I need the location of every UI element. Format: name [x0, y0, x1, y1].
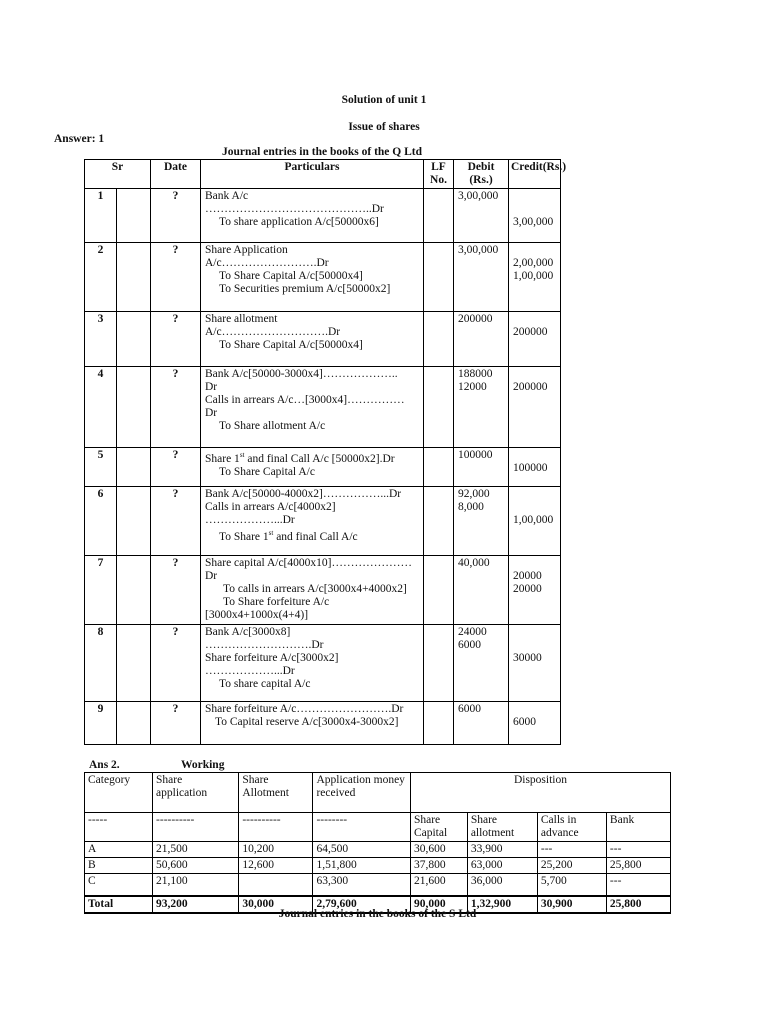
particular-line: To Securities premium A/c[50000x2] [219, 283, 391, 296]
cell: 36,000 [467, 874, 537, 896]
total-cell: 1,32,900 [467, 896, 537, 913]
row-credit [509, 625, 561, 702]
subheader-cell: -------- [313, 813, 410, 842]
row-lf [424, 312, 454, 367]
row-lf [424, 447, 454, 487]
cell: 21,500 [153, 842, 239, 858]
credit-value: 6000 [513, 716, 536, 729]
particular-line: Share Application [205, 244, 288, 257]
total-cell: 93,200 [153, 896, 239, 913]
row-particulars [201, 243, 424, 312]
row-blank [117, 366, 151, 447]
credit-value: 3,00,000 [513, 216, 554, 229]
particular-line [205, 449, 419, 466]
row-blank [117, 556, 151, 625]
row-sr: 8 [85, 625, 117, 702]
row-lf [424, 625, 454, 702]
total-cell: 25,800 [606, 896, 670, 913]
journal-row [85, 243, 561, 312]
cell: 37,800 [410, 858, 467, 874]
cell: 33,900 [467, 842, 537, 858]
subheader-cell: ---------- [239, 813, 313, 842]
particular-line: Bank A/c [205, 190, 249, 203]
debit-value: 24000 [458, 626, 487, 639]
row-blank [117, 487, 151, 556]
debit-value: 100000 [458, 448, 493, 461]
row-date: ? [151, 312, 201, 367]
row-particulars [201, 702, 424, 745]
particular-line: To Share forfeiture A/c [223, 596, 330, 609]
cell: 25,800 [606, 858, 670, 874]
working-row [85, 858, 671, 874]
header-application-money: Application money received [313, 773, 410, 813]
credit-value: 1,00,000 [513, 270, 554, 283]
particular-line: To Share Capital A/c [219, 465, 315, 478]
cell: --- [606, 842, 670, 858]
particular-line: To share capital A/c [219, 678, 311, 691]
header-disposition: Disposition [410, 773, 670, 813]
row-credit [509, 243, 561, 312]
header-share-application: Share application [153, 773, 239, 813]
particular-line: [3000x4+1000x(4+4)] [205, 609, 309, 622]
debit-value: 3,00,000 [458, 244, 499, 257]
debit-value: 6000 [458, 639, 481, 652]
row-lf [424, 487, 454, 556]
particular-line: ……………………….Dr [205, 639, 324, 652]
particular-text: To Share 1 [219, 531, 269, 544]
row-blank [117, 625, 151, 702]
row-debit [454, 189, 509, 243]
cell: C [85, 874, 153, 896]
particular-line: Dr [205, 406, 218, 419]
total-cell: Total [85, 896, 153, 913]
particular-line: To Capital reserve A/c[3000x4-3000x2] [215, 716, 399, 729]
cell: 30,600 [410, 842, 467, 858]
particular-sup: st [239, 450, 245, 459]
row-date: ? [151, 702, 201, 745]
row-debit [454, 447, 509, 487]
particular-sup: st [268, 529, 274, 538]
particular-line: Share forfeiture A/c[3000x2] [205, 652, 339, 665]
row-date: ? [151, 487, 201, 556]
row-blank [117, 312, 151, 367]
cell: --- [537, 842, 606, 858]
header-lf: LF No. [424, 160, 454, 189]
working-title: Working [181, 759, 225, 771]
debit-value: 3,00,000 [458, 190, 499, 203]
row-credit [509, 189, 561, 243]
particular-line: Bank A/c[50000-4000x2]……………...Dr [205, 488, 402, 501]
journal-row [85, 447, 561, 487]
cell: 63,000 [467, 858, 537, 874]
row-blank [117, 702, 151, 745]
working-table [84, 772, 671, 914]
row-lf [424, 189, 454, 243]
debit-value: 40,000 [458, 557, 490, 570]
particular-line: To share application A/c[50000x6] [219, 216, 379, 229]
particular-text: and final Call A/c [50000x2].Dr [244, 452, 395, 465]
row-lf [424, 702, 454, 745]
header-sr: Sr [85, 160, 151, 189]
particular-line: Bank A/c[3000x8] [205, 626, 291, 639]
s-ltd-journal-title: Journal entries in the books of the S Ltd [278, 908, 477, 920]
row-debit [454, 556, 509, 625]
row-date: ? [151, 243, 201, 312]
journal-row [85, 487, 561, 556]
row-date: ? [151, 625, 201, 702]
particular-line: A/c……………………….Dr [205, 326, 341, 339]
subheader-cell: Calls in advance [537, 813, 606, 842]
row-sr: 4 [85, 366, 117, 447]
row-debit [454, 487, 509, 556]
row-blank [117, 243, 151, 312]
row-particulars [201, 447, 424, 487]
cell: B [85, 858, 153, 874]
cell: 10,200 [239, 842, 313, 858]
cell: 25,200 [537, 858, 606, 874]
row-credit [509, 312, 561, 367]
total-cell: 30,000 [239, 896, 313, 913]
row-credit [509, 366, 561, 447]
cell: 1,51,800 [313, 858, 410, 874]
particular-line: ………………...Dr [205, 665, 295, 678]
particular-line: ……………………………………..Dr [205, 203, 384, 216]
debit-value: 6000 [458, 703, 481, 716]
journal-row [85, 366, 561, 447]
cell: 21,600 [410, 874, 467, 896]
row-debit [454, 366, 509, 447]
particular-line: To Share allotment A/c [219, 419, 326, 432]
subheader-cell: Share Capital [410, 813, 467, 842]
particular-line: Calls in arrears A/c[4000x2] [205, 501, 336, 514]
row-particulars [201, 487, 424, 556]
working-row [85, 842, 671, 858]
cell: 64,500 [313, 842, 410, 858]
cell: 50,600 [153, 858, 239, 874]
particular-line [205, 527, 419, 544]
row-date: ? [151, 556, 201, 625]
header-debit: Debit (Rs.) [454, 160, 509, 189]
header-share-allotment: Share Allotment [239, 773, 313, 813]
credit-value: 20000 [513, 583, 542, 596]
particular-line: Share capital A/c[4000x10]………………… [205, 557, 412, 570]
row-sr: 9 [85, 702, 117, 745]
page-title: Solution of unit 1 [341, 94, 427, 106]
particular-line: Dr [205, 570, 218, 583]
particular-line: Bank A/c[50000-3000x4]……………….. [205, 367, 398, 380]
row-lf [424, 243, 454, 312]
row-debit [454, 312, 509, 367]
row-credit [509, 447, 561, 487]
particular-line: To Share Capital A/c[50000x4] [219, 339, 363, 352]
row-credit [509, 702, 561, 745]
header-date: Date [151, 160, 201, 189]
particular-text: and final Call A/c [273, 531, 358, 544]
working-row [85, 874, 671, 896]
particular-text: Share 1 [205, 452, 240, 465]
cell: 5,700 [537, 874, 606, 896]
cell: 63,300 [313, 874, 410, 896]
row-credit [509, 487, 561, 556]
row-sr: 7 [85, 556, 117, 625]
row-date: ? [151, 366, 201, 447]
journal-row [85, 189, 561, 243]
row-sr: 5 [85, 447, 117, 487]
cell: A [85, 842, 153, 858]
particular-line: ………………...Dr [205, 514, 295, 527]
debit-value: 200000 [458, 313, 493, 326]
ans2-label: Ans 2. [89, 759, 120, 771]
journal-table [84, 159, 567, 745]
row-sr: 6 [85, 487, 117, 556]
working-subheader-row [85, 813, 671, 842]
subheader-cell: Share allotment [467, 813, 537, 842]
cell: --- [606, 874, 670, 896]
debit-value: 8,000 [458, 501, 484, 514]
journal-row [85, 702, 561, 745]
row-lf [424, 366, 454, 447]
subheader-cell: Bank [606, 813, 670, 842]
credit-value: 1,00,000 [513, 514, 554, 527]
row-blank [117, 189, 151, 243]
journal-title: Journal entries in the books of the Q Ltd [222, 146, 422, 158]
journal-row [85, 625, 561, 702]
subheader-cell: ---------- [153, 813, 239, 842]
row-credit [509, 556, 561, 625]
page-subtitle: Issue of shares [348, 121, 420, 133]
particular-line: Share allotment [205, 313, 278, 326]
total-cell: 90,000 [410, 896, 467, 913]
total-cell: 30,900 [537, 896, 606, 913]
row-blank [117, 447, 151, 487]
credit-value: 20000 [513, 570, 542, 583]
row-debit [454, 625, 509, 702]
row-particulars [201, 625, 424, 702]
journal-row [85, 312, 561, 367]
subheader-cell: ----- [85, 813, 153, 842]
row-particulars [201, 312, 424, 367]
row-sr: 2 [85, 243, 117, 312]
total-cell: 2,79,600 [313, 896, 410, 913]
answer-label: Answer: 1 [54, 133, 105, 145]
row-sr: 3 [85, 312, 117, 367]
cell [239, 874, 313, 896]
header-particulars: Particulars [201, 160, 424, 189]
particular-line: Dr [205, 380, 218, 393]
debit-value: 92,000 [458, 488, 490, 501]
particular-line: Calls in arrears A/c…[3000x4]…………… [205, 393, 405, 406]
particular-line: To Share Capital A/c[50000x4] [219, 270, 363, 283]
credit-value: 100000 [513, 461, 548, 474]
credit-value: 30000 [513, 652, 542, 665]
row-particulars [201, 556, 424, 625]
working-header-row [85, 773, 671, 813]
row-date: ? [151, 189, 201, 243]
cell: 12,600 [239, 858, 313, 874]
particular-line: A/c…………………….Dr [205, 257, 329, 270]
row-date: ? [151, 447, 201, 487]
particular-line: Share forfeiture A/c…………………….Dr [205, 703, 404, 716]
row-debit [454, 702, 509, 745]
row-lf [424, 556, 454, 625]
journal-row [85, 556, 561, 625]
cell: 21,100 [153, 874, 239, 896]
header-credit: Credit(Rs.) [509, 160, 561, 189]
row-particulars [201, 366, 424, 447]
credit-value: 200000 [513, 326, 548, 339]
header-category: Category [85, 773, 153, 813]
row-particulars [201, 189, 424, 243]
row-debit [454, 243, 509, 312]
journal-header-row [85, 160, 561, 189]
credit-value: 2,00,000 [513, 257, 554, 270]
particular-line: To calls in arrears A/c[3000x4+4000x2] [223, 583, 407, 596]
debit-value: 12000 [458, 380, 487, 393]
credit-value: 200000 [513, 380, 548, 393]
debit-value: 188000 [458, 367, 493, 380]
row-sr: 1 [85, 189, 117, 243]
